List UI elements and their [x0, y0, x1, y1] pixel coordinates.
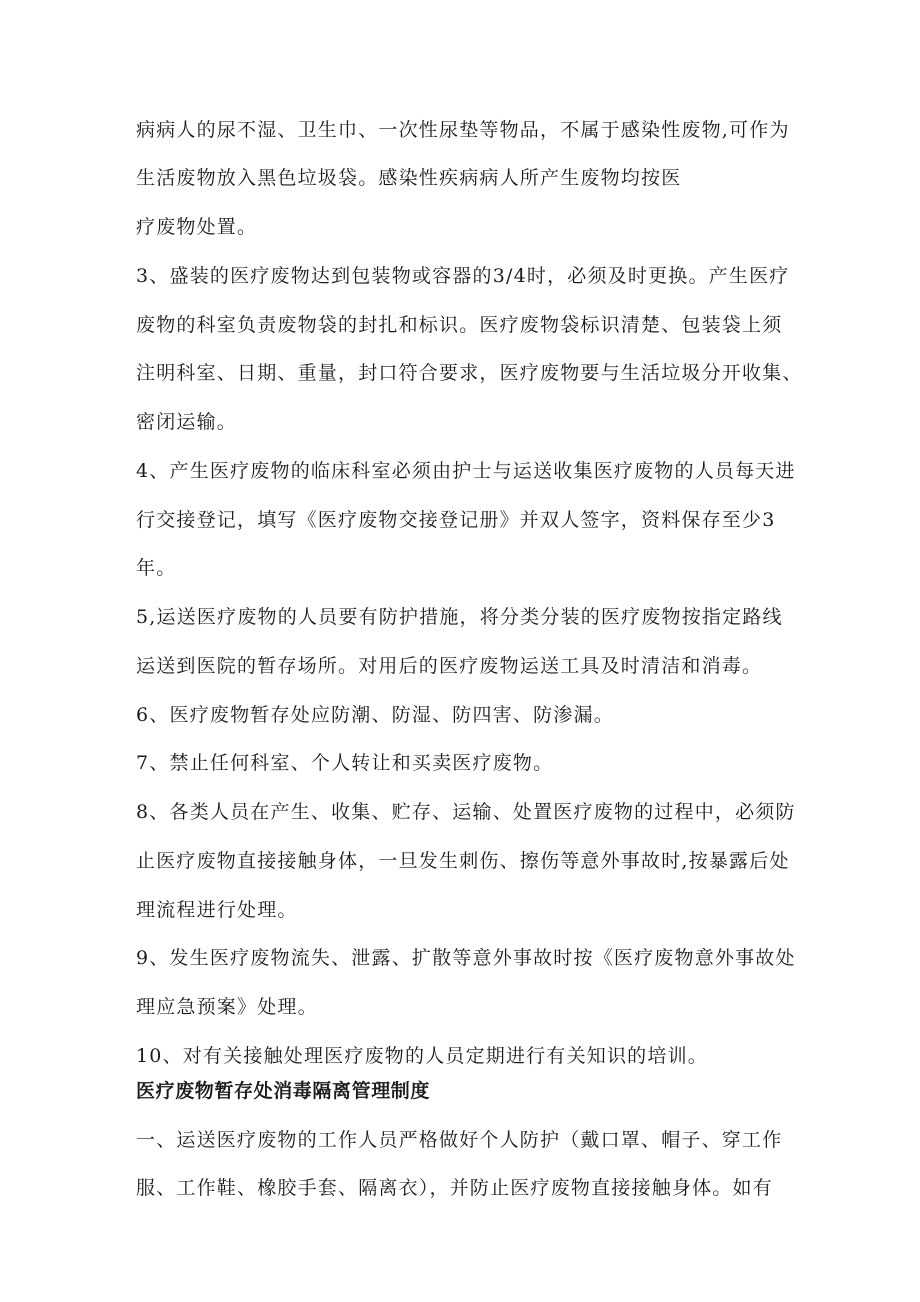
text-line: 运送到医院的暂存场所。对用后的医疗废物运送工具及时清洁和消毒。 — [136, 655, 763, 677]
text-line: 行交接登记，填写《医疗废物交接登记册》并双人签字，资料保存至少3 — [136, 509, 776, 531]
text-line: 服、工作鞋、橡胶手套、隔离衣），并防止医疗废物直接接触身体。如有 — [136, 1177, 773, 1199]
text-line: 止医疗废物直接接触身体，一旦发生刺伤、擦伤等意外事故时,按暴露后处 — [136, 850, 790, 872]
text-line: 7、禁止任何科室、个人转让和买卖医疗废物。 — [136, 752, 554, 774]
text-line: 年。 — [136, 557, 177, 579]
text-line: 一、运送医疗废物的工作人员严格做好个人防护（戴口罩、帽子、穿工作 — [136, 1129, 783, 1151]
text-line: 疗废物处置。 — [136, 216, 258, 238]
text-line: 4、产生医疗废物的临床科室必须由护士与运送收集医疗废物的人员每天进 — [136, 460, 796, 482]
text-line: 密闭运输。 — [136, 411, 238, 433]
text-line: 理应急预案》处理。 — [136, 996, 318, 1018]
text-line: 8、各类人员在产生、收集、贮存、运输、处置医疗废物的过程中，必须防 — [136, 801, 796, 823]
text-line: 注明科室、日期、重量，封口符合要求，医疗废物要与生活垃圾分开收集、 — [136, 362, 803, 384]
text-line: 6、医疗废物暂存处应防潮、防湿、防四害、防渗漏。 — [136, 704, 614, 726]
text-line: 3、盛装的医疗废物达到包装物或容器的3/4时，必须及时更换。产生医疗 — [136, 265, 790, 287]
text-line: 理流程进行处理。 — [136, 899, 298, 921]
section-title: 医疗废物暂存处消毒隔离管理制度 — [136, 1080, 431, 1102]
text-line: 9、发生医疗废物流失、泄露、扩散等意外事故时按《医疗废物意外事故处 — [136, 947, 796, 969]
text-line: 生活废物放入黑色垃圾袋。感染性疾病病人所产生废物均按医 — [136, 167, 682, 189]
text-line: 5,运送医疗废物的人员要有防护措施，将分类分装的医疗废物按指定路线 — [136, 606, 783, 628]
text-line: 10、对有关接触处理医疗废物的人员定期进行有关知识的培训。 — [136, 1045, 708, 1067]
text-line: 病病人的尿不湿、卫生巾、一次性尿垫等物品，不属于感染性废物,可作为 — [136, 119, 790, 141]
text-line: 废物的科室负责废物袋的封扎和标识。医疗废物袋标识清楚、包装袋上须 — [136, 314, 783, 336]
